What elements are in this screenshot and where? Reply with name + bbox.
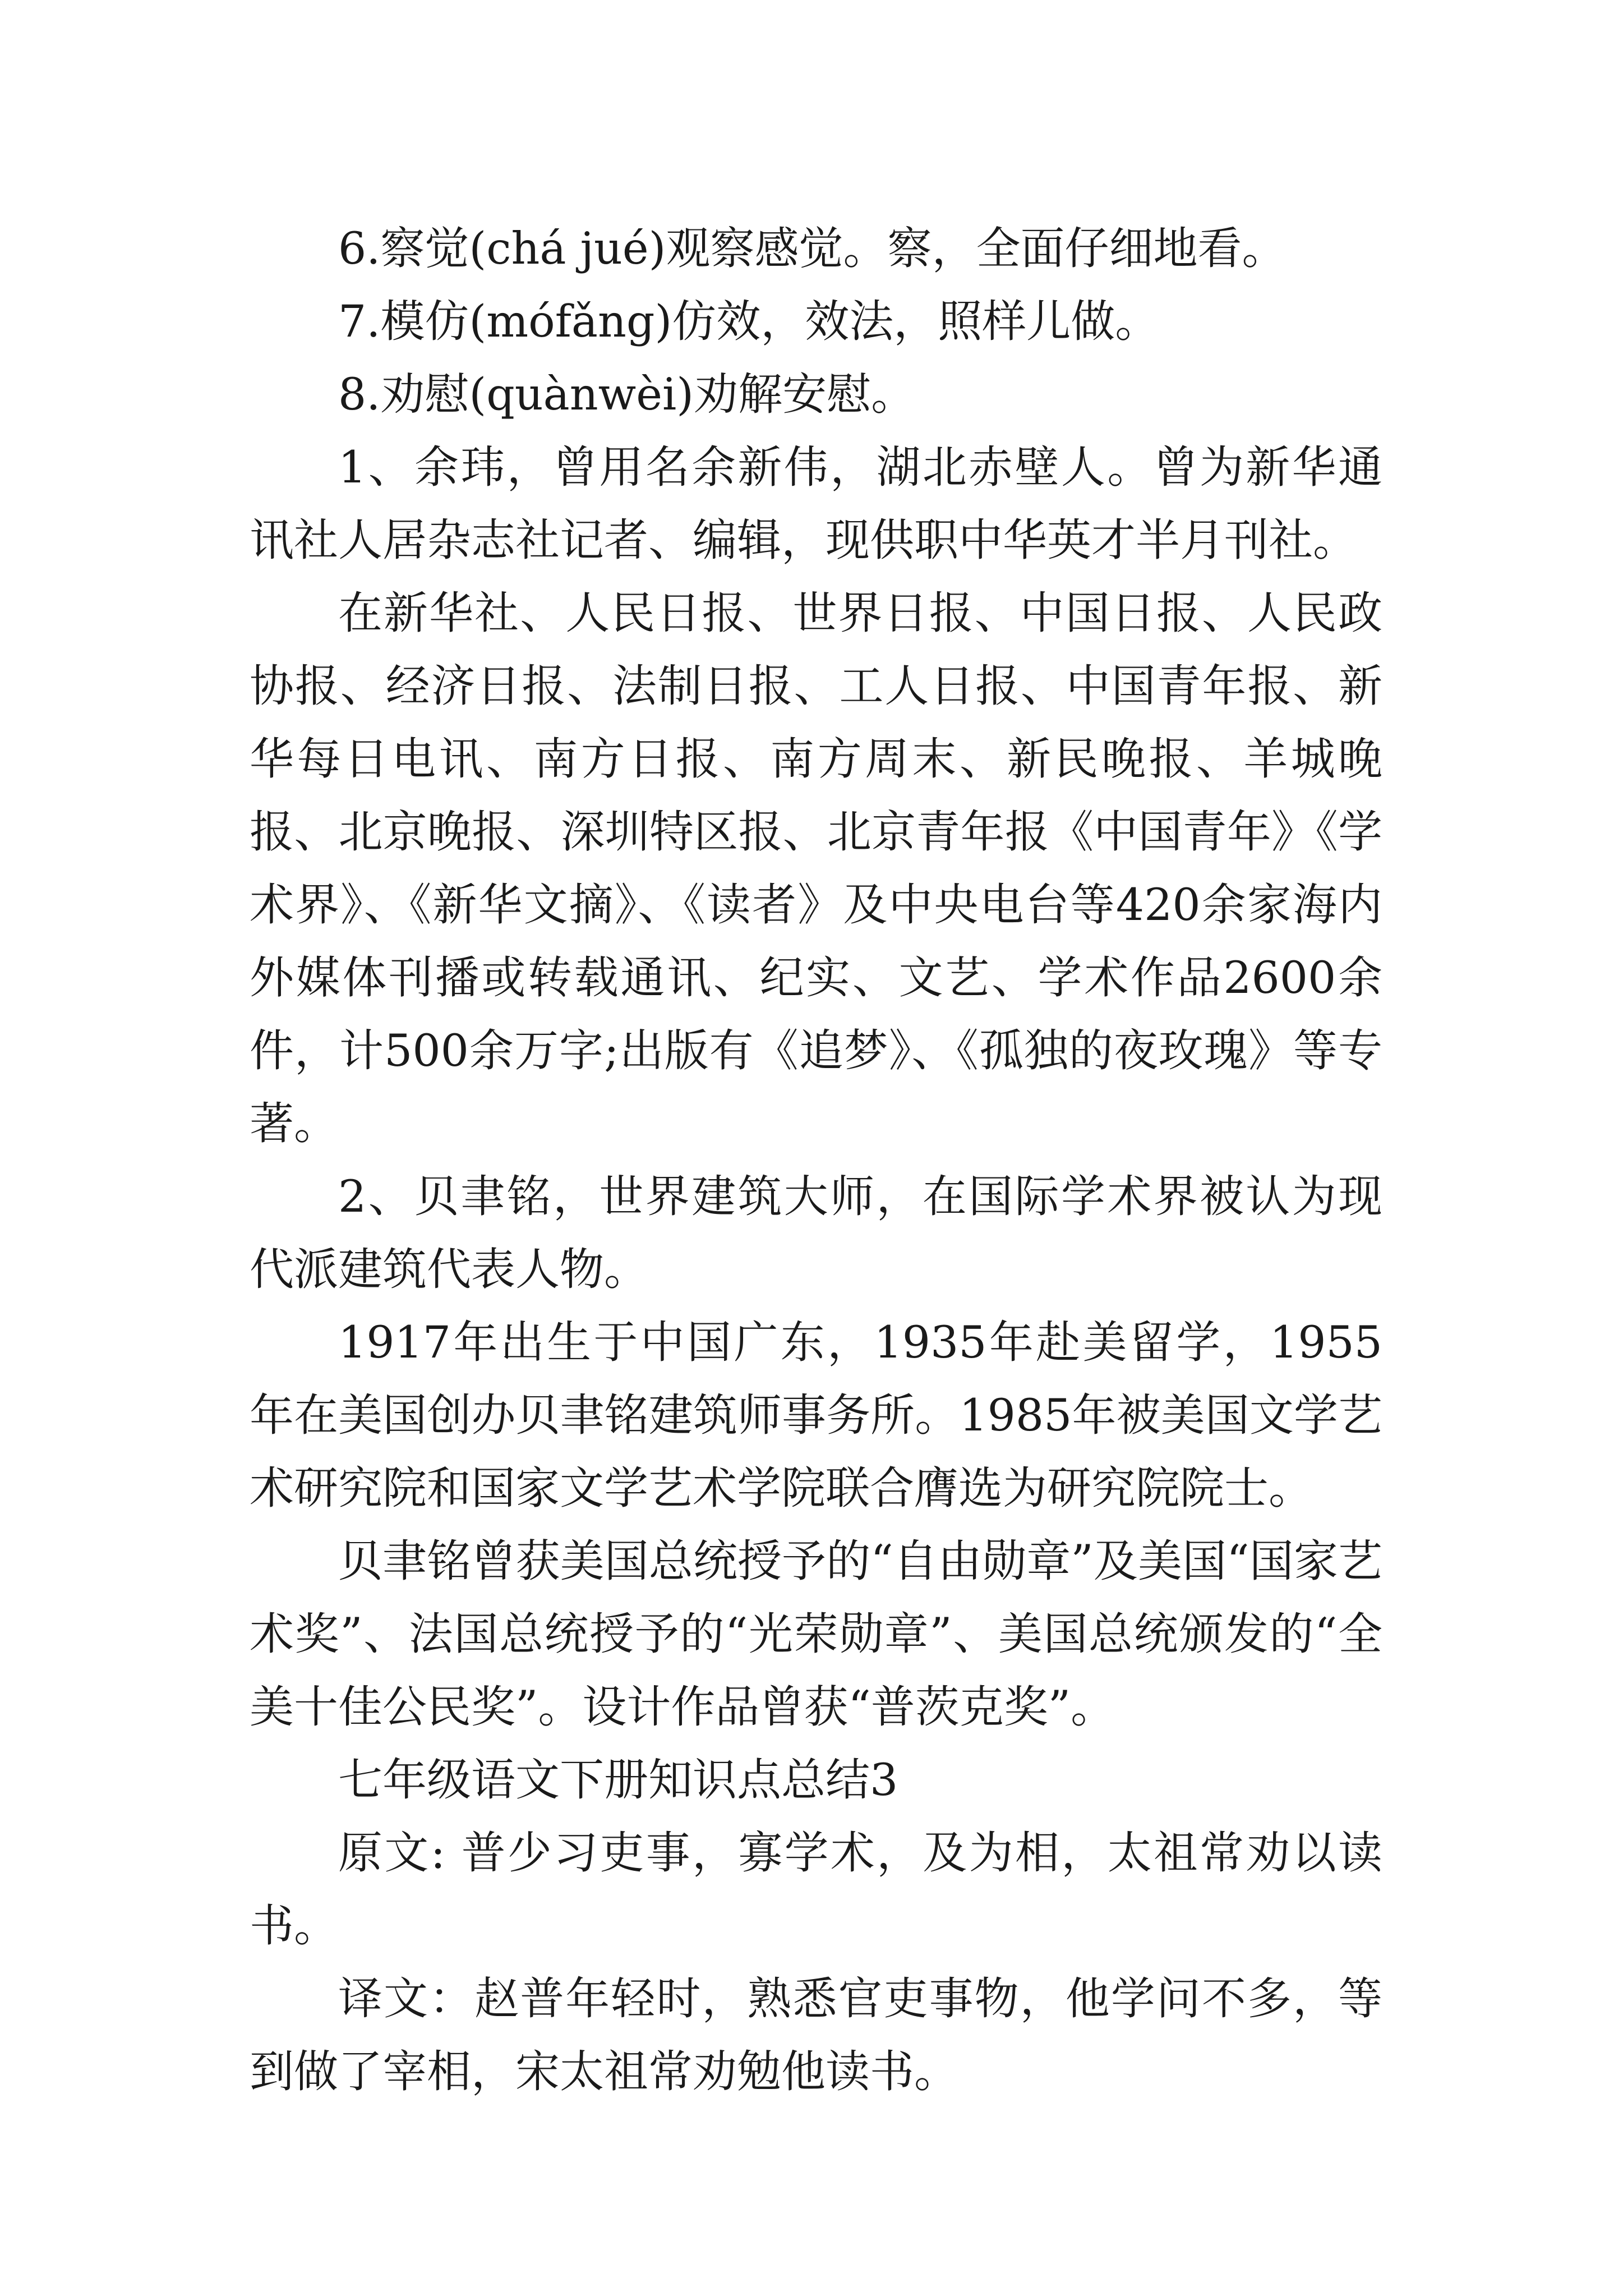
vocab-item-6: 6.察觉(chá jué)观察感觉。察，全面仔细地看。 [338,223,1287,274]
author-works-paragraph: 在新华社、人民日报、世界日报、中国日报、人民政协报、经济日报、法制日报、工人日报、中国青年报、新华每日电讯、南方日报、南方周末、新民晚报、羊城晚报、北京晚报、深圳特区报、北京青年报《中国青年》《学术界》、《新华文摘》、《读者》及中央电台等420余家海内外媒体刊播或转载通讯、纪实、文艺、学术作品2600余件，计500余万字;出版有《追梦》、《孤独的夜玫瑰》等专著。 [250,587,1382,1149]
original-text-paragraph: 原文: 普少习吏事，寡学术，及为相，太祖常劝以读书。 [250,1827,1382,1952]
architect-bio-paragraph: 1917年出生于中国广东，1935年赴美留学，1955年在美国创办贝聿铭建筑师事务所。1985年被美国文学艺术研究院和国家文学艺术学院联合膺选为研究院院士。 [250,1317,1382,1514]
document-body [250,212,1382,2108]
vocab-item-8: 8.劝慰(quànwèi)劝解安慰。 [338,369,916,420]
translation-paragraph: 译文：赵普年轻时，熟悉官吏事物，他学问不多，等到做了宰相，宋太祖常劝勉他读书。 [250,1973,1382,2097]
architect-awards-paragraph: 贝聿铭曾获美国总统授予的“自由勋章”及美国“国家艺术奖”、法国总统授予的“光荣勋章”、美国总统颁发的“全美十佳公民奖”。设计作品曾获“普茨克奖”。 [250,1535,1382,1733]
vocab-item-7: 7.模仿(mófǎng)仿效，效法，照样儿做。 [338,296,1160,347]
section-heading: 七年级语文下册知识点总结3 [338,1754,898,1806]
author-intro-paragraph: 1、余玮，曾用名余新伟，湖北赤壁人。曾为新华通讯社人居杂志社记者、编辑，现供职中华英才半月刊社。 [250,441,1382,566]
architect-intro-paragraph: 2、贝聿铭，世界建筑大师，在国际学术界被认为现代派建筑代表人物。 [250,1171,1382,1295]
